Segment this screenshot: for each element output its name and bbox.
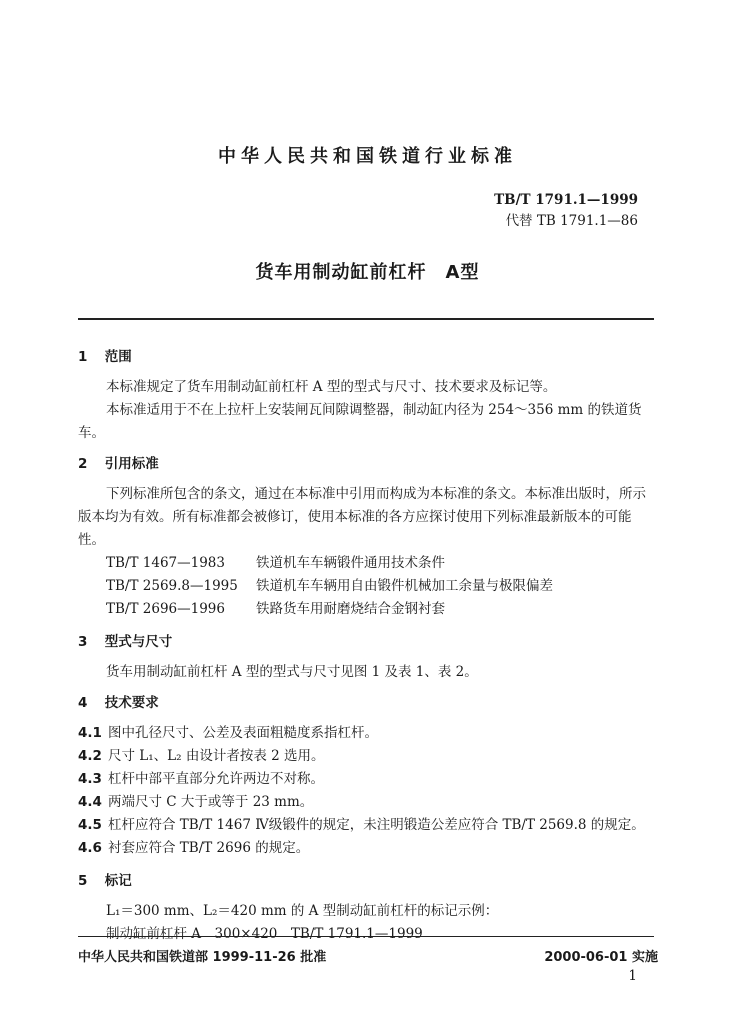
section-heading-references bbox=[78, 453, 658, 475]
reference-name: 铁道机车车辆用自由锻件机械加工余量与极限偏差 bbox=[256, 578, 553, 594]
section-heading-dimensions bbox=[78, 631, 658, 653]
footer-divider bbox=[78, 936, 654, 937]
item-text: 杠杆应符合 TB/T 1467 Ⅳ级锻件的规定，未注明锻造公差应符合 TB/T 2569.8 的规定。 bbox=[108, 817, 645, 833]
section-title: 型式与尺寸 bbox=[104, 634, 173, 650]
item-number: 4.5 bbox=[78, 817, 102, 833]
replaces-standard: 代替 TB 1791.1—86 bbox=[505, 213, 638, 229]
section-number: 4 bbox=[78, 695, 88, 711]
item-number: 4.1 bbox=[78, 725, 102, 741]
section-title: 引用标准 bbox=[104, 456, 159, 472]
paragraph: 下列标准所包含的条文，通过在本标准中引用而构成为本标准的条文。本标准出版时，所示版本均为有效。所有标准都会被修订，使用本标准的各方应探讨使用下列标准最新版本的可能性。 bbox=[78, 486, 646, 548]
requirement-item bbox=[78, 745, 658, 768]
document-title: 货车用制动缸前杠杆 A型 bbox=[255, 262, 480, 283]
item-number: 4.6 bbox=[78, 840, 102, 856]
section-title: 范围 bbox=[104, 349, 132, 365]
standard-code: TB/T 1791.1—1999 bbox=[494, 192, 638, 208]
section-number: 2 bbox=[78, 456, 88, 472]
paragraph: 本标准适用于不在上拉杆上安装闸瓦间隙调整器，制动缸内径为 254～356 mm 的铁道货车。 bbox=[78, 402, 642, 441]
paragraph: 本标准规定了货车用制动缸前杠杆 A 型的型式与尺寸、技术要求及标记等。 bbox=[106, 379, 557, 395]
approval-statement: 中华人民共和国铁道部 1999-11-26 批准 bbox=[78, 950, 327, 965]
item-text: 图中孔径尺寸、公差及表面粗糙度系指杠杆。 bbox=[108, 725, 378, 741]
section-number: 5 bbox=[78, 873, 88, 889]
page-number: 1 bbox=[628, 968, 637, 984]
issuing-authority-title: 中华人民共和国铁道行业标准 bbox=[218, 146, 517, 167]
marking-example: 制动缸前杠杆 A 300×420 TB/T 1791.1—1999 bbox=[106, 926, 423, 942]
requirement-item bbox=[78, 814, 658, 837]
item-number: 4.4 bbox=[78, 794, 102, 810]
requirement-item bbox=[78, 768, 658, 791]
marking-example-intro: L₁＝300 mm、L₂＝420 mm 的 A 型制动缸前杠杆的标记示例： bbox=[106, 903, 499, 919]
document-body bbox=[78, 346, 658, 946]
requirement-item bbox=[78, 837, 658, 860]
section-heading-scope bbox=[78, 346, 658, 368]
item-text: 衬套应符合 TB/T 2696 的规定。 bbox=[108, 840, 310, 856]
item-number: 4.2 bbox=[78, 748, 102, 764]
reference-row bbox=[78, 552, 658, 575]
paragraph: 货车用制动缸前杠杆 A 型的型式与尺寸见图 1 及表 1、表 2。 bbox=[106, 664, 478, 680]
section-number: 3 bbox=[78, 634, 88, 650]
requirement-item bbox=[78, 791, 658, 814]
reference-name: 铁路货车用耐磨烧结合金钢衬套 bbox=[256, 601, 445, 617]
requirement-item bbox=[78, 722, 658, 745]
section-heading-requirements bbox=[78, 692, 658, 714]
item-number: 4.3 bbox=[78, 771, 102, 787]
reference-code: TB/T 2696—1996 bbox=[106, 601, 225, 617]
standard-number-block bbox=[494, 190, 638, 232]
section-number: 1 bbox=[78, 349, 88, 365]
effective-date: 2000-06-01 实施 bbox=[544, 950, 658, 965]
reference-code: TB/T 1467—1983 bbox=[106, 555, 225, 571]
reference-row bbox=[78, 575, 658, 598]
reference-row bbox=[78, 598, 658, 621]
reference-name: 铁道机车车辆锻件通用技术条件 bbox=[256, 555, 445, 571]
item-text: 两端尺寸 C 大于或等于 23 mm。 bbox=[108, 794, 314, 810]
section-heading-marking bbox=[78, 870, 658, 892]
header-divider bbox=[78, 318, 654, 320]
item-text: 杠杆中部平直部分允许两边不对称。 bbox=[108, 771, 324, 787]
reference-code: TB/T 2569.8—1995 bbox=[106, 578, 238, 594]
section-title: 技术要求 bbox=[104, 695, 159, 711]
item-text: 尺寸 L₁、L₂ 由设计者按表 2 选用。 bbox=[108, 748, 325, 764]
section-title: 标记 bbox=[104, 873, 132, 889]
